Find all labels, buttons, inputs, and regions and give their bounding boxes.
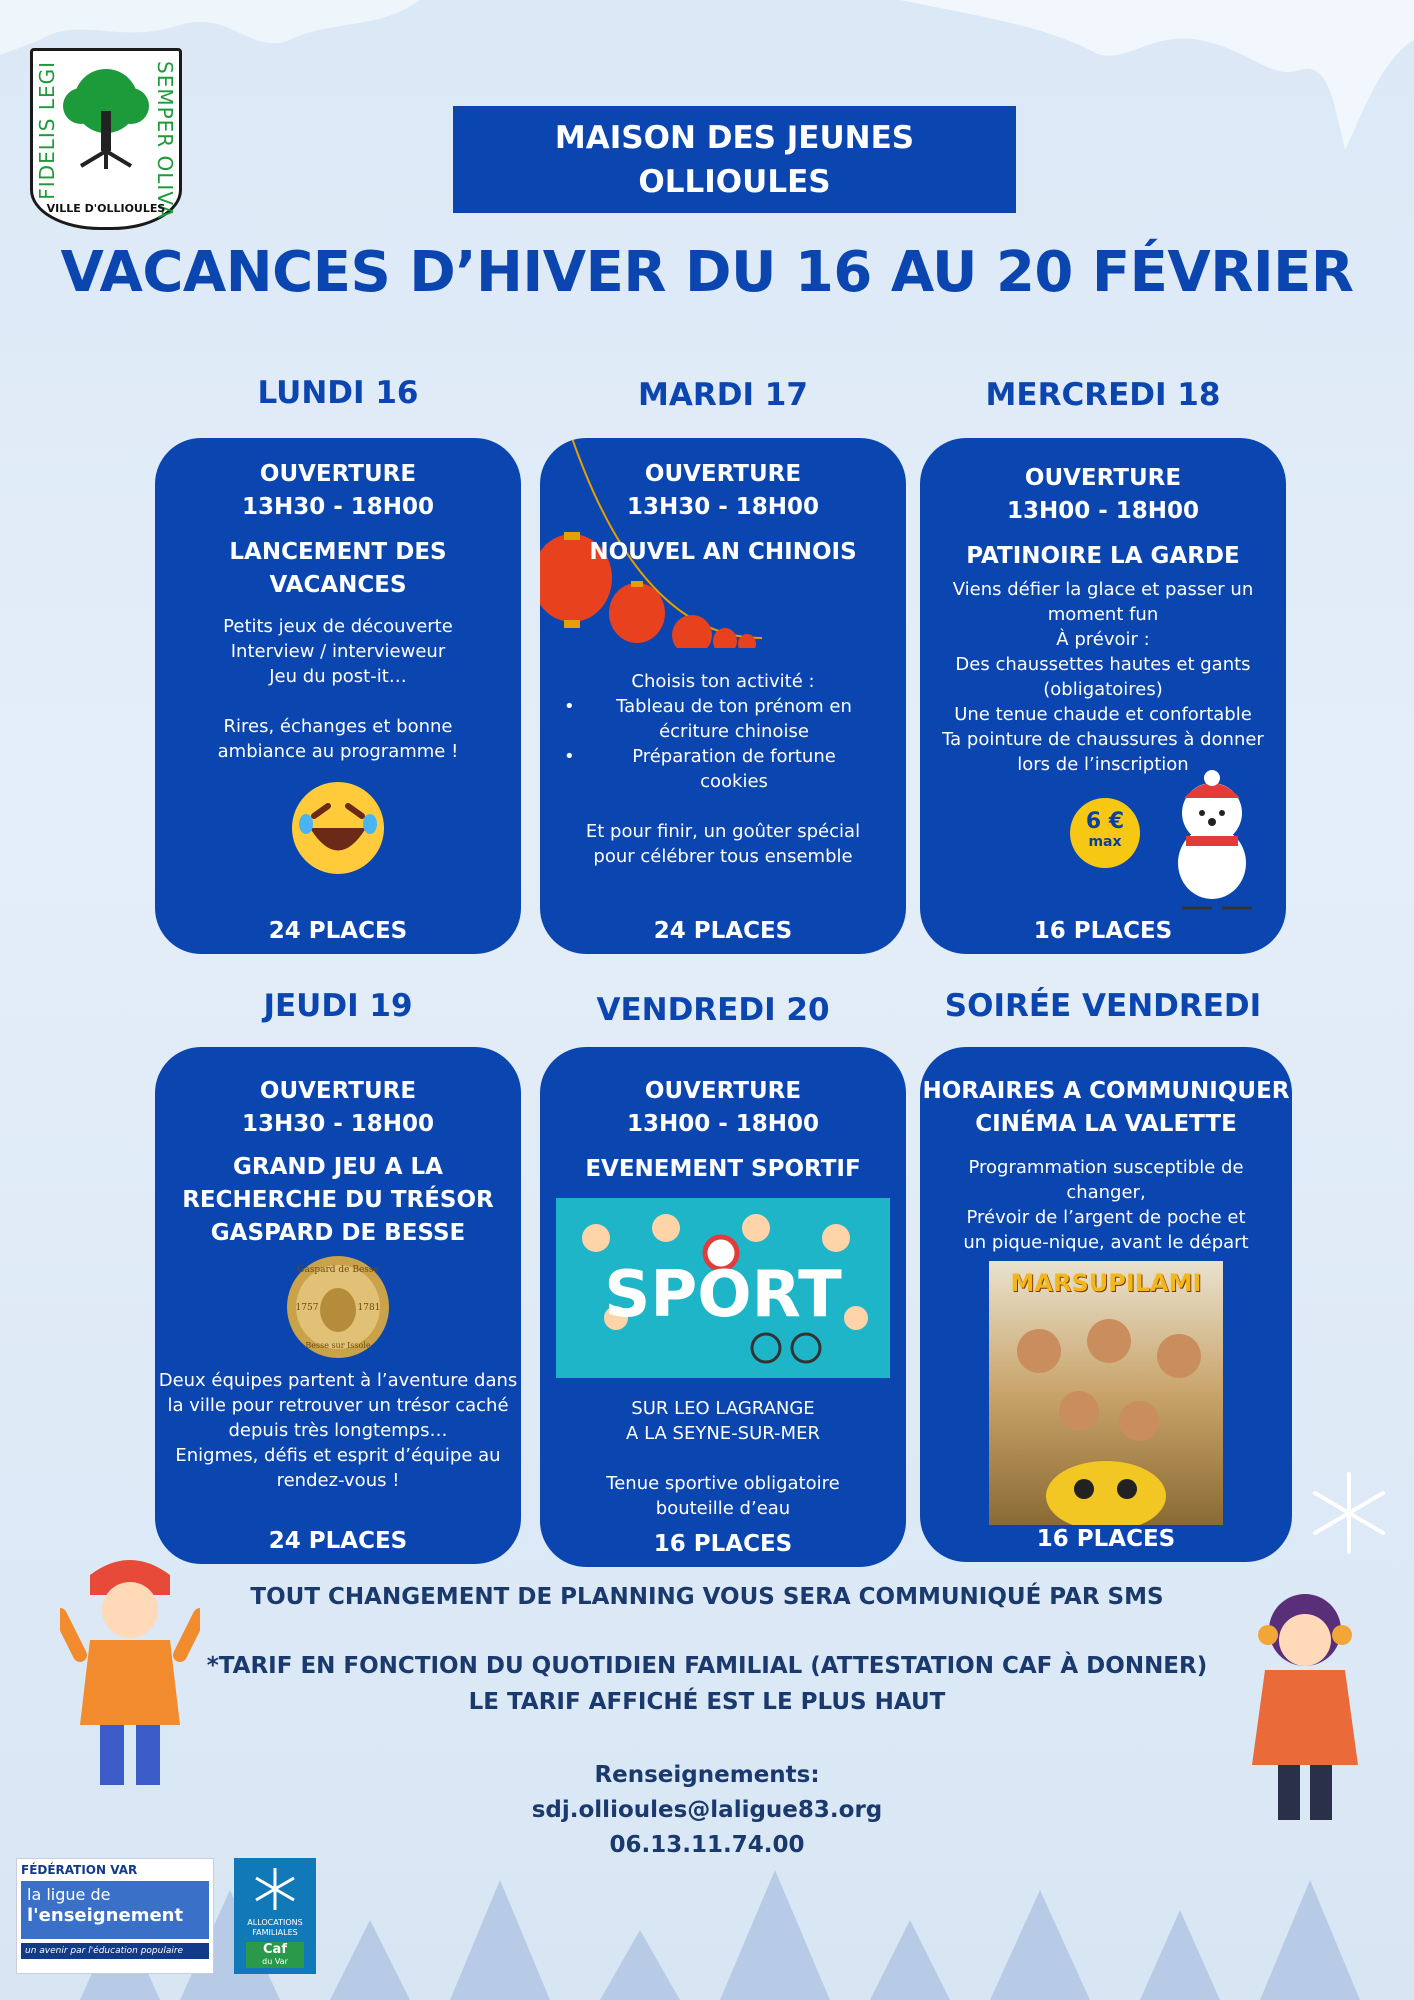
poster-title: MARSUPILAMI — [1010, 1269, 1202, 1297]
activity-title-2: VACANCES — [269, 572, 407, 598]
caf-line-3: Caf — [263, 1942, 287, 1957]
sms-notice: TOUT CHANGEMENT DE PLANNING VOUS SERA COMMUNIQUÉ PAR SMS — [250, 1584, 1164, 1610]
opening-hours: 13H30 - 18H00 — [241, 494, 435, 520]
caf-logo — [234, 1858, 316, 1974]
description-line: moment fun — [1047, 604, 1159, 625]
day-title-monday: LUNDI 16 — [257, 375, 419, 411]
description-line: SUR LEO LAGRANGE — [631, 1398, 815, 1419]
description-line: depuis très longtemps… — [228, 1420, 448, 1441]
description-line: Viens défier la glace et passer un — [952, 579, 1254, 600]
description-line: Ta pointure de chaussures à donner — [942, 729, 1264, 750]
laughing-emoji-icon — [288, 778, 388, 878]
description-line: Deux équipes partent à l’aventure dans — [158, 1370, 518, 1391]
description-line: Et pour finir, un goûter spécial — [585, 821, 861, 842]
page-title: VACANCES D’HIVER DU 16 AU 20 FÉVRIER — [60, 240, 1354, 305]
lig-line-2: l'enseignement — [27, 1905, 184, 1926]
skating-polar-bear-icon — [1152, 768, 1272, 918]
svg-text:Gaspard de Besse: Gaspard de Besse — [297, 1265, 379, 1275]
day-title-friday-evening: SOIRÉE VENDREDI — [944, 988, 1262, 1024]
snowflake-icon — [1306, 1470, 1392, 1556]
svg-text:Besse sur Issole: Besse sur Issole — [305, 1341, 371, 1350]
contact-email[interactable]: sdj.ollioules@laligue83.org — [531, 1797, 883, 1823]
day-card-tuesday — [540, 438, 906, 954]
opening-label: OUVERTURE — [1024, 465, 1182, 491]
activity-title: GRAND JEU A LA — [233, 1154, 443, 1180]
opening-hours: 13H30 - 18H00 — [626, 494, 820, 520]
header-box — [453, 106, 1016, 213]
description-line: Choisis ton activité : — [631, 671, 815, 692]
description-line: Tenue sportive obligatoire — [606, 1473, 840, 1494]
header-line-1: MAISON DES JEUNES — [554, 120, 915, 156]
places-count: 16 PLACES — [653, 1531, 793, 1557]
schedule-note: HORAIRES A COMMUNIQUER — [922, 1078, 1290, 1104]
description-line: Petits jeux de découverte — [223, 616, 453, 637]
lig-tagline: un avenir par l'éducation populaire — [21, 1943, 209, 1959]
caf-line-4: du Var — [262, 1957, 288, 1966]
price-badge — [1070, 798, 1140, 868]
caf-line-2: FAMILIALES — [252, 1928, 298, 1937]
activity-title-2: RECHERCHE DU TRÉSOR — [182, 1187, 494, 1213]
opening-label: OUVERTURE — [644, 1078, 802, 1104]
day-title-tuesday: MARDI 17 — [638, 377, 808, 413]
description-line: Prévoir de l’argent de poche et — [966, 1207, 1246, 1228]
info-label: Renseignements: — [594, 1762, 820, 1788]
description-line: changer, — [1066, 1182, 1146, 1203]
lig-line-1: la ligue de — [27, 1885, 111, 1904]
tarif-notice: *TARIF EN FONCTION DU QUOTIDIEN FAMILIAL (ATTESTATION CAF À DONNER) — [206, 1653, 1208, 1679]
activity-title: LANCEMENT DES — [229, 539, 447, 565]
ollioules-logo — [30, 48, 182, 230]
svg-text:1781: 1781 — [357, 1303, 381, 1313]
opening-hours: 13H30 - 18H00 — [241, 1111, 435, 1137]
day-card-monday — [155, 438, 521, 954]
description-line: Programmation susceptible de — [968, 1157, 1244, 1178]
day-title-thursday: JEUDI 19 — [263, 988, 413, 1024]
list-item: • Préparation de fortune cookies — [540, 744, 906, 794]
description-line: A LA SEYNE-SUR-MER — [626, 1423, 820, 1444]
description-line: Enigmes, défis et esprit d’équipe au — [175, 1445, 501, 1466]
activity-title: NOUVEL AN CHINOIS — [589, 539, 857, 565]
places-count: 16 PLACES — [1036, 1526, 1176, 1552]
description-line: Des chaussettes hautes et gants — [955, 654, 1251, 675]
description-line: Interview / intervieweur — [230, 641, 446, 662]
activity-title: EVENEMENT SPORTIF — [585, 1156, 861, 1182]
logo-motto-left: FIDELIS LEGI — [35, 61, 59, 200]
header-line-2: OLLIOULES — [638, 164, 831, 200]
description-line: Rires, échanges et bonne — [223, 716, 453, 737]
day-card-friday-evening — [920, 1047, 1292, 1562]
places-count: 24 PLACES — [268, 1528, 408, 1554]
day-title-wednesday: MERCREDI 18 — [985, 377, 1221, 413]
sport-kids-icon — [556, 1198, 890, 1378]
lig-federation: FÉDÉRATION VAR — [21, 1863, 138, 1877]
description-line: la ville pour retrouver un trésor caché — [167, 1395, 509, 1416]
opening-hours: 13H00 - 18H00 — [1006, 498, 1200, 524]
description-line: bouteille d’eau — [655, 1498, 791, 1519]
caf-snowflake-icon — [250, 1864, 300, 1914]
places-count: 24 PLACES — [268, 918, 408, 944]
day-card-thursday — [155, 1047, 521, 1564]
day-title-friday: VENDREDI 20 — [596, 992, 830, 1028]
opening-hours: 13H00 - 18H00 — [626, 1111, 820, 1137]
cinema-location: CINÉMA LA VALETTE — [975, 1111, 1237, 1137]
activity-list — [540, 694, 906, 794]
activity-title-3: GASPARD DE BESSE — [210, 1220, 466, 1246]
description-line: À prévoir : — [1056, 629, 1150, 650]
logo-motto-right: SEMPER OLIVA — [153, 61, 177, 220]
logo-ville: VILLE D'OLLIOULES — [46, 202, 166, 215]
day-card-friday — [540, 1047, 906, 1567]
list-item: • Tableau de ton prénom en écriture chinoise — [540, 694, 906, 744]
opening-label: OUVERTURE — [259, 1078, 417, 1104]
ligue-enseignement-logo — [16, 1858, 214, 1974]
price-note: max — [1088, 834, 1122, 850]
description-line: ambiance au programme ! — [217, 741, 459, 762]
description-line: lors de l’inscription — [1017, 754, 1189, 775]
description-line: un pique-nique, avant le départ — [963, 1232, 1249, 1253]
places-count: 16 PLACES — [1033, 918, 1173, 944]
day-card-wednesday — [920, 438, 1286, 954]
sport-illustration — [556, 1198, 890, 1378]
opening-label: OUVERTURE — [644, 461, 802, 487]
opening-label: OUVERTURE — [259, 461, 417, 487]
treasure-coin-icon — [285, 1254, 391, 1360]
svg-text:1757: 1757 — [295, 1303, 319, 1313]
description-line: Une tenue chaude et confortable — [954, 704, 1252, 725]
places-count: 24 PLACES — [653, 918, 793, 944]
olive-tree-icon — [51, 61, 161, 171]
caf-line-1: ALLOCATIONS — [247, 1918, 303, 1927]
description-line: Jeu du post-it… — [269, 666, 407, 687]
poster-figures-icon — [989, 1261, 1223, 1525]
description-line: pour célébrer tous ensemble — [593, 846, 853, 867]
tarif-notice-2: LE TARIF AFFICHÉ EST LE PLUS HAUT — [468, 1689, 946, 1715]
contact-phone[interactable]: 06.13.11.74.00 — [609, 1832, 805, 1858]
description-line: (obligatoires) — [1043, 679, 1163, 700]
price-value: 6 € — [1085, 809, 1125, 834]
activity-title: PATINOIRE LA GARDE — [966, 543, 1240, 569]
description-line: rendez-vous ! — [276, 1470, 400, 1491]
movie-poster — [989, 1261, 1223, 1525]
svg-text:SPORT: SPORT — [604, 1258, 842, 1332]
